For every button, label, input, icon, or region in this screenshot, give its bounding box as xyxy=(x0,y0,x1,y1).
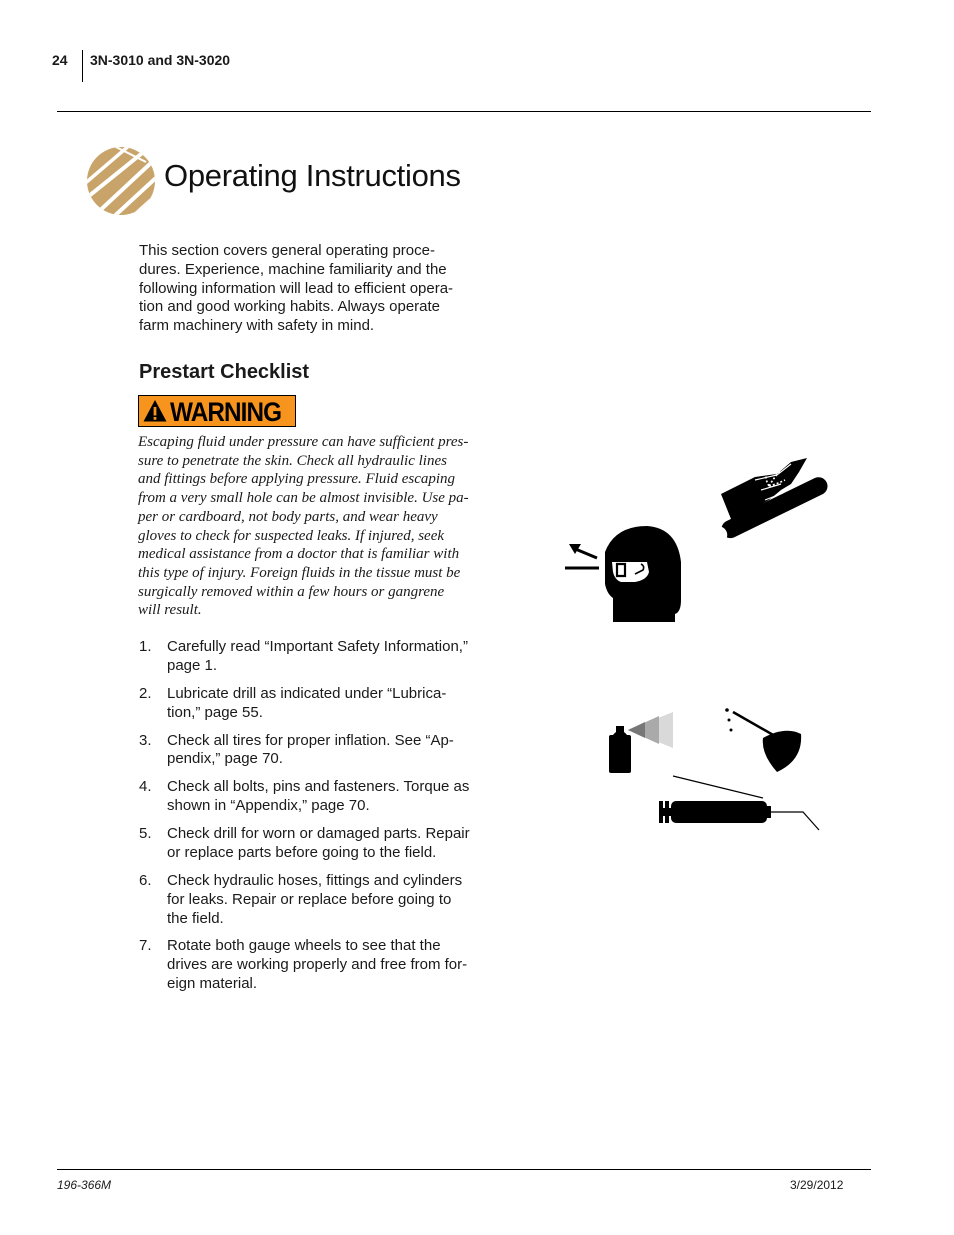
item-number: 4. xyxy=(139,778,152,796)
footer-doc-number: 196-366M xyxy=(57,1178,112,1192)
oil-can-icon xyxy=(725,708,801,772)
top-rule xyxy=(57,111,871,112)
checklist-item xyxy=(139,937,484,993)
prestart-checklist xyxy=(139,638,484,1003)
face-shield-icon xyxy=(565,526,681,622)
checklist-item xyxy=(139,732,484,770)
item-number: 2. xyxy=(139,684,152,702)
warning-line: and fittings before applying pressure. Fluid escaping xyxy=(138,471,456,488)
warning-line: surgically removed within a few hours or gangrene xyxy=(138,583,445,600)
item-text: for leaks. Repair or replace before going to xyxy=(167,890,452,908)
page-title: Operating Instructions xyxy=(164,158,461,193)
warning-badge xyxy=(138,395,296,427)
item-text: Check all bolts, pins and fasteners. Torque as xyxy=(167,778,470,796)
warning-line: will result. xyxy=(138,602,202,619)
item-text: Carefully read “Important Safety Information,” xyxy=(167,638,468,655)
warning-label: WARNING xyxy=(170,397,282,427)
item-number: 1. xyxy=(139,638,152,655)
warning-line: Escaping fluid under pressure can have sufficient pres- xyxy=(138,434,469,450)
intro-paragraph xyxy=(139,242,479,336)
checklist-item xyxy=(139,638,484,676)
checklist-item xyxy=(139,778,484,816)
intro-line: following information will lead to efficient opera- xyxy=(139,279,454,297)
checklist-item xyxy=(139,825,484,863)
intro-line: This section covers general operating proce- xyxy=(139,242,435,259)
item-text: Lubricate drill as indicated under “Lubrica- xyxy=(167,684,447,702)
aerosol-spray-icon xyxy=(609,712,673,773)
item-text: drives are working properly and free from for- xyxy=(167,956,468,974)
item-text: pendix,” page 70. xyxy=(167,750,283,768)
intro-line: tion and good working habits. Always operate xyxy=(139,298,441,316)
item-text: eign material. xyxy=(167,975,258,993)
checklist-item xyxy=(139,872,484,928)
warning-line: per or cardboard, not body parts, and wear heavy xyxy=(138,508,438,525)
bottom-rule xyxy=(57,1169,871,1170)
item-text: the field. xyxy=(167,909,224,927)
hydraulic-cylinder-icon xyxy=(659,776,819,830)
item-text: shown in “Appendix,” page 70. xyxy=(167,797,370,815)
warning-line: medical assistance from a doctor that is familiar with xyxy=(138,546,460,563)
item-text: Check hydraulic hoses, fittings and cylinders xyxy=(167,871,463,889)
safety-illustration xyxy=(555,450,835,840)
brand-logo-icon xyxy=(86,146,156,216)
item-text: Check drill for worn or damaged parts. Repair xyxy=(167,825,470,843)
warning-triangle-icon xyxy=(143,399,167,423)
warning-line: gloves to check for suspected leaks. If injured, seek xyxy=(138,527,445,544)
checklist-item xyxy=(139,685,484,723)
warning-line: sure to penetrate the skin. Check all hydraulic lines xyxy=(138,452,447,469)
intro-line: farm machinery with safety in mind. xyxy=(139,317,375,335)
warning-line: from a very small hole can be almost invisible. Use pa- xyxy=(138,490,469,507)
warning-line: this type of injury. Foreign fluids in the tissue must be xyxy=(138,564,461,581)
document-title: 3N-3010 and 3N-3020 xyxy=(90,52,231,68)
intro-line: dures. Experience, machine familiarity and the xyxy=(139,260,447,278)
item-number: 6. xyxy=(139,871,152,889)
item-text: Check all tires for proper inflation. See “Ap- xyxy=(167,731,454,749)
page-number: 24 xyxy=(52,52,68,68)
item-text: page 1. xyxy=(167,656,218,674)
warning-text xyxy=(138,433,483,620)
hand-injection-icon xyxy=(714,458,830,543)
header-divider xyxy=(82,50,83,82)
item-number: 7. xyxy=(139,937,152,955)
item-text: tion,” page 55. xyxy=(167,703,263,721)
footer-date: 3/29/2012 xyxy=(790,1178,844,1192)
item-number: 3. xyxy=(139,731,152,749)
item-number: 5. xyxy=(139,825,152,843)
item-text: Rotate both gauge wheels to see that the xyxy=(167,937,441,955)
item-text: or replace parts before going to the field. xyxy=(167,843,437,861)
section-heading: Prestart Checklist xyxy=(139,361,310,383)
